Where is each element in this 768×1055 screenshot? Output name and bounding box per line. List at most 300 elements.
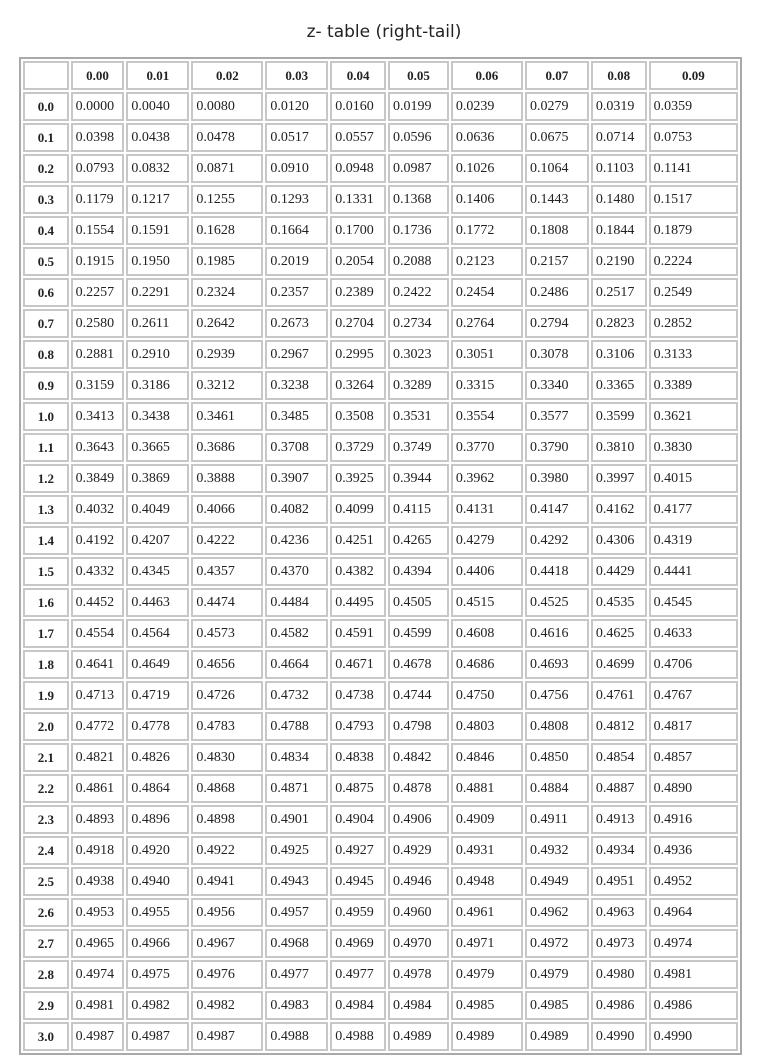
table-row (23, 929, 738, 958)
table-cell: 0.0478 (191, 123, 263, 152)
table-row (23, 712, 738, 741)
table-row (23, 805, 738, 834)
row-header-z: 1.4 (23, 526, 69, 555)
table-cell: 0.0596 (388, 123, 449, 152)
table-row (23, 309, 738, 338)
table-cell: 0.3708 (265, 433, 328, 462)
table-cell: 0.4319 (649, 526, 738, 555)
table-cell: 0.4750 (451, 681, 523, 710)
table-cell: 0.4904 (330, 805, 386, 834)
table-row (23, 123, 738, 152)
table-cell: 0.4525 (525, 588, 589, 617)
table-cell: 0.4971 (451, 929, 523, 958)
table-cell: 0.3508 (330, 402, 386, 431)
table-cell: 0.4956 (191, 898, 263, 927)
table-cell: 0.1179 (71, 185, 125, 214)
row-header-z: 1.0 (23, 402, 69, 431)
table-cell: 0.2357 (265, 278, 328, 307)
table-cell: 0.4965 (71, 929, 125, 958)
table-cell: 0.4990 (649, 1022, 738, 1051)
table-cell: 0.4974 (71, 960, 125, 989)
row-header-z: 2.2 (23, 774, 69, 803)
table-cell: 0.4959 (330, 898, 386, 927)
row-header-z: 3.0 (23, 1022, 69, 1051)
table-cell: 0.0040 (126, 92, 189, 121)
table-cell: 0.0359 (649, 92, 738, 121)
table-cell: 0.1844 (591, 216, 647, 245)
table-cell: 0.4616 (525, 619, 589, 648)
table-cell: 0.4949 (525, 867, 589, 896)
table-cell: 0.4864 (126, 774, 189, 803)
table-cell: 0.4641 (71, 650, 125, 679)
table-cell: 0.1141 (649, 154, 738, 183)
table-cell: 0.0832 (126, 154, 189, 183)
table-cell: 0.1443 (525, 185, 589, 214)
table-cell: 0.4545 (649, 588, 738, 617)
table-cell: 0.1331 (330, 185, 386, 214)
table-cell: 0.4854 (591, 743, 647, 772)
row-header-z: 2.6 (23, 898, 69, 927)
table-cell: 0.4898 (191, 805, 263, 834)
table-cell: 0.4941 (191, 867, 263, 896)
table-cell: 0.4772 (71, 712, 125, 741)
table-cell: 0.3810 (591, 433, 647, 462)
table-cell: 0.4265 (388, 526, 449, 555)
table-cell: 0.4608 (451, 619, 523, 648)
table-cell: 0.2324 (191, 278, 263, 307)
row-header-z: 0.8 (23, 340, 69, 369)
table-cell: 0.4484 (265, 588, 328, 617)
table-cell: 0.3925 (330, 464, 386, 493)
table-cell: 0.2939 (191, 340, 263, 369)
table-cell: 0.4962 (525, 898, 589, 927)
table-cell: 0.4699 (591, 650, 647, 679)
table-cell: 0.4332 (71, 557, 125, 586)
row-header-z: 1.1 (23, 433, 69, 462)
table-cell: 0.3531 (388, 402, 449, 431)
table-cell: 0.1985 (191, 247, 263, 276)
table-cell: 0.4671 (330, 650, 386, 679)
table-cell: 0.3729 (330, 433, 386, 462)
table-cell: 0.4878 (388, 774, 449, 803)
table-cell: 0.4981 (649, 960, 738, 989)
table-cell: 0.4963 (591, 898, 647, 927)
table-cell: 0.4989 (451, 1022, 523, 1051)
table-cell: 0.4972 (525, 929, 589, 958)
table-cell: 0.1700 (330, 216, 386, 245)
table-cell: 0.3665 (126, 433, 189, 462)
table-cell: 0.4982 (126, 991, 189, 1020)
table-cell: 0.4625 (591, 619, 647, 648)
table-row (23, 774, 738, 803)
table-cell: 0.1591 (126, 216, 189, 245)
table-cell: 0.4798 (388, 712, 449, 741)
table-cell: 0.3212 (191, 371, 263, 400)
table-row (23, 836, 738, 865)
corner-cell (23, 61, 69, 90)
table-cell: 0.1736 (388, 216, 449, 245)
table-cell: 0.4177 (649, 495, 738, 524)
row-header-z: 1.6 (23, 588, 69, 617)
table-cell: 0.3186 (126, 371, 189, 400)
table-cell: 0.3413 (71, 402, 125, 431)
table-cell: 0.4591 (330, 619, 386, 648)
table-cell: 0.4032 (71, 495, 125, 524)
table-row (23, 402, 738, 431)
table-cell: 0.4967 (191, 929, 263, 958)
table-cell: 0.2190 (591, 247, 647, 276)
table-cell: 0.1554 (71, 216, 125, 245)
table-cell: 0.4842 (388, 743, 449, 772)
table-cell: 0.4726 (191, 681, 263, 710)
table-cell: 0.2422 (388, 278, 449, 307)
table-cell: 0.4582 (265, 619, 328, 648)
table-row (23, 340, 738, 369)
table-cell: 0.3790 (525, 433, 589, 462)
table-cell: 0.4066 (191, 495, 263, 524)
table-cell: 0.2157 (525, 247, 589, 276)
table-cell: 0.4778 (126, 712, 189, 741)
table-row (23, 185, 738, 214)
column-header: 0.08 (591, 61, 647, 90)
table-cell: 0.4706 (649, 650, 738, 679)
column-header: 0.00 (71, 61, 125, 90)
table-cell: 0.4474 (191, 588, 263, 617)
table-cell: 0.4985 (525, 991, 589, 1020)
table-cell: 0.4980 (591, 960, 647, 989)
table-cell: 0.4115 (388, 495, 449, 524)
table-cell: 0.4564 (126, 619, 189, 648)
table-cell: 0.3023 (388, 340, 449, 369)
table-cell: 0.2881 (71, 340, 125, 369)
table-cell: 0.2704 (330, 309, 386, 338)
table-cell: 0.0871 (191, 154, 263, 183)
table-cell: 0.3770 (451, 433, 523, 462)
table-cell: 0.3944 (388, 464, 449, 493)
table-cell: 0.4918 (71, 836, 125, 865)
table-cell: 0.0199 (388, 92, 449, 121)
column-header: 0.05 (388, 61, 449, 90)
row-header-z: 0.9 (23, 371, 69, 400)
table-row (23, 588, 738, 617)
table-cell: 0.4983 (265, 991, 328, 1020)
table-cell: 0.4920 (126, 836, 189, 865)
table-cell: 0.4222 (191, 526, 263, 555)
table-cell: 0.4719 (126, 681, 189, 710)
table-cell: 0.2995 (330, 340, 386, 369)
table-cell: 0.4932 (525, 836, 589, 865)
table-cell: 0.4984 (330, 991, 386, 1020)
table-cell: 0.4236 (265, 526, 328, 555)
table-cell: 0.4767 (649, 681, 738, 710)
table-cell: 0.4948 (451, 867, 523, 896)
table-cell: 0.4812 (591, 712, 647, 741)
table-row (23, 154, 738, 183)
table-cell: 0.4986 (649, 991, 738, 1020)
table-cell: 0.4846 (451, 743, 523, 772)
table-cell: 0.3643 (71, 433, 125, 462)
table-cell: 0.4418 (525, 557, 589, 586)
table-cell: 0.2910 (126, 340, 189, 369)
table-cell: 0.3133 (649, 340, 738, 369)
table-cell: 0.3051 (451, 340, 523, 369)
table-cell: 0.2054 (330, 247, 386, 276)
table-cell: 0.4925 (265, 836, 328, 865)
table-cell: 0.3438 (126, 402, 189, 431)
column-header: 0.06 (451, 61, 523, 90)
table-cell: 0.0793 (71, 154, 125, 183)
table-cell: 0.4901 (265, 805, 328, 834)
table-cell: 0.4953 (71, 898, 125, 927)
table-cell: 0.4884 (525, 774, 589, 803)
table-cell: 0.2019 (265, 247, 328, 276)
table-cell: 0.2823 (591, 309, 647, 338)
column-header: 0.09 (649, 61, 738, 90)
table-cell: 0.3962 (451, 464, 523, 493)
table-cell: 0.3686 (191, 433, 263, 462)
table-row (23, 619, 738, 648)
table-cell: 0.3997 (591, 464, 647, 493)
table-cell: 0.4985 (451, 991, 523, 1020)
table-cell: 0.4916 (649, 805, 738, 834)
table-cell: 0.2764 (451, 309, 523, 338)
table-row (23, 743, 738, 772)
column-header: 0.03 (265, 61, 328, 90)
column-header: 0.02 (191, 61, 263, 90)
table-cell: 0.1772 (451, 216, 523, 245)
table-cell: 0.3461 (191, 402, 263, 431)
table-cell: 0.4966 (126, 929, 189, 958)
table-cell: 0.4279 (451, 526, 523, 555)
table-cell: 0.4656 (191, 650, 263, 679)
table-cell: 0.4951 (591, 867, 647, 896)
table-cell: 0.4808 (525, 712, 589, 741)
table-cell: 0.4982 (191, 991, 263, 1020)
table-cell: 0.3106 (591, 340, 647, 369)
table-cell: 0.4713 (71, 681, 125, 710)
table-cell: 0.0714 (591, 123, 647, 152)
table-cell: 0.4964 (649, 898, 738, 927)
table-cell: 0.4783 (191, 712, 263, 741)
table-cell: 0.4015 (649, 464, 738, 493)
table-cell: 0.4973 (591, 929, 647, 958)
table-cell: 0.4931 (451, 836, 523, 865)
table-cell: 0.4984 (388, 991, 449, 1020)
table-cell: 0.4952 (649, 867, 738, 896)
table-cell: 0.2734 (388, 309, 449, 338)
table-cell: 0.4922 (191, 836, 263, 865)
table-cell: 0.4406 (451, 557, 523, 586)
row-header-z: 0.6 (23, 278, 69, 307)
table-row (23, 92, 738, 121)
table-cell: 0.4881 (451, 774, 523, 803)
table-cell: 0.4793 (330, 712, 386, 741)
row-header-z: 0.4 (23, 216, 69, 245)
table-cell: 0.4505 (388, 588, 449, 617)
table-row (23, 898, 738, 927)
table-cell: 0.1915 (71, 247, 125, 276)
table-row (23, 495, 738, 524)
table-cell: 0.4927 (330, 836, 386, 865)
row-header-z: 0.3 (23, 185, 69, 214)
table-cell: 0.0398 (71, 123, 125, 152)
row-header-z: 2.9 (23, 991, 69, 1020)
table-cell: 0.4961 (451, 898, 523, 927)
table-cell: 0.4946 (388, 867, 449, 896)
table-cell: 0.1026 (451, 154, 523, 183)
table-cell: 0.0753 (649, 123, 738, 152)
table-cell: 0.4968 (265, 929, 328, 958)
table-cell: 0.4834 (265, 743, 328, 772)
table-cell: 0.3365 (591, 371, 647, 400)
table-row (23, 991, 738, 1020)
table-cell: 0.4976 (191, 960, 263, 989)
table-cell: 0.4960 (388, 898, 449, 927)
table-cell: 0.4788 (265, 712, 328, 741)
row-header-z: 0.2 (23, 154, 69, 183)
table-cell: 0.4192 (71, 526, 125, 555)
table-cell: 0.2454 (451, 278, 523, 307)
table-cell: 0.4970 (388, 929, 449, 958)
table-cell: 0.3749 (388, 433, 449, 462)
table-cell: 0.4573 (191, 619, 263, 648)
table-cell: 0.4732 (265, 681, 328, 710)
table-cell: 0.0675 (525, 123, 589, 152)
table-cell: 0.0910 (265, 154, 328, 183)
table-cell: 0.4515 (451, 588, 523, 617)
table-cell: 0.4943 (265, 867, 328, 896)
table-cell: 0.0319 (591, 92, 647, 121)
row-header-z: 0.7 (23, 309, 69, 338)
table-cell: 0.1064 (525, 154, 589, 183)
table-cell: 0.0120 (265, 92, 328, 121)
table-cell: 0.4913 (591, 805, 647, 834)
table-cell: 0.4957 (265, 898, 328, 927)
table-cell: 0.4761 (591, 681, 647, 710)
table-cell: 0.1950 (126, 247, 189, 276)
table-cell: 0.4989 (525, 1022, 589, 1051)
table-cell: 0.2123 (451, 247, 523, 276)
table-cell: 0.4893 (71, 805, 125, 834)
table-cell: 0.4633 (649, 619, 738, 648)
table-row (23, 681, 738, 710)
table-cell: 0.4664 (265, 650, 328, 679)
row-header-z: 2.1 (23, 743, 69, 772)
table-cell: 0.4251 (330, 526, 386, 555)
table-body (23, 92, 738, 1051)
table-cell: 0.4988 (330, 1022, 386, 1051)
table-cell: 0.3340 (525, 371, 589, 400)
table-cell: 0.4934 (591, 836, 647, 865)
column-header: 0.04 (330, 61, 386, 90)
table-cell: 0.4686 (451, 650, 523, 679)
table-cell: 0.4857 (649, 743, 738, 772)
table-cell: 0.4082 (265, 495, 328, 524)
table-cell: 0.2257 (71, 278, 125, 307)
table-cell: 0.4599 (388, 619, 449, 648)
table-cell: 0.3869 (126, 464, 189, 493)
table-cell: 0.4955 (126, 898, 189, 927)
row-header-z: 2.7 (23, 929, 69, 958)
table-row (23, 216, 738, 245)
table-cell: 0.4357 (191, 557, 263, 586)
table-cell: 0.1368 (388, 185, 449, 214)
table-cell: 0.4838 (330, 743, 386, 772)
row-header-z: 2.8 (23, 960, 69, 989)
table-cell: 0.4929 (388, 836, 449, 865)
row-header-z: 1.9 (23, 681, 69, 710)
table-cell: 0.2088 (388, 247, 449, 276)
table-cell: 0.4099 (330, 495, 386, 524)
table-cell: 0.4987 (71, 1022, 125, 1051)
table-row (23, 371, 738, 400)
table-cell: 0.3264 (330, 371, 386, 400)
table-cell: 0.4868 (191, 774, 263, 803)
table-cell: 0.1628 (191, 216, 263, 245)
table-cell: 0.0239 (451, 92, 523, 121)
table-cell: 0.2580 (71, 309, 125, 338)
table-cell: 0.4382 (330, 557, 386, 586)
table-cell: 0.3907 (265, 464, 328, 493)
table-cell: 0.4826 (126, 743, 189, 772)
table-cell: 0.3980 (525, 464, 589, 493)
table-cell: 0.3577 (525, 402, 589, 431)
table-cell: 0.3078 (525, 340, 589, 369)
table-cell: 0.0636 (451, 123, 523, 152)
table-cell: 0.1217 (126, 185, 189, 214)
table-cell: 0.3849 (71, 464, 125, 493)
row-header-z: 0.1 (23, 123, 69, 152)
table-cell: 0.4678 (388, 650, 449, 679)
table-cell: 0.4292 (525, 526, 589, 555)
table-cell: 0.4977 (265, 960, 328, 989)
table-cell: 0.4429 (591, 557, 647, 586)
table-cell: 0.4938 (71, 867, 125, 896)
table-cell: 0.0438 (126, 123, 189, 152)
table-cell: 0.4649 (126, 650, 189, 679)
table-row (23, 1022, 738, 1051)
row-header-z: 1.7 (23, 619, 69, 648)
table-cell: 0.4554 (71, 619, 125, 648)
table-cell: 0.4861 (71, 774, 125, 803)
table-cell: 0.4896 (126, 805, 189, 834)
table-cell: 0.4989 (388, 1022, 449, 1051)
table-cell: 0.3389 (649, 371, 738, 400)
table-cell: 0.0517 (265, 123, 328, 152)
table-cell: 0.4370 (265, 557, 328, 586)
table-cell: 0.0000 (71, 92, 125, 121)
table-cell: 0.4906 (388, 805, 449, 834)
table-cell: 0.4875 (330, 774, 386, 803)
table-row (23, 278, 738, 307)
table-cell: 0.4945 (330, 867, 386, 896)
row-header-z: 2.5 (23, 867, 69, 896)
table-cell: 0.3289 (388, 371, 449, 400)
column-header: 0.01 (126, 61, 189, 90)
table-cell: 0.4693 (525, 650, 589, 679)
table-cell: 0.4979 (451, 960, 523, 989)
table-cell: 0.4463 (126, 588, 189, 617)
table-cell: 0.4987 (191, 1022, 263, 1051)
table-cell: 0.1879 (649, 216, 738, 245)
table-cell: 0.3599 (591, 402, 647, 431)
table-cell: 0.4988 (265, 1022, 328, 1051)
table-row (23, 650, 738, 679)
table-cell: 0.3315 (451, 371, 523, 400)
table-cell: 0.2224 (649, 247, 738, 276)
table-cell: 0.1664 (265, 216, 328, 245)
table-cell: 0.2967 (265, 340, 328, 369)
